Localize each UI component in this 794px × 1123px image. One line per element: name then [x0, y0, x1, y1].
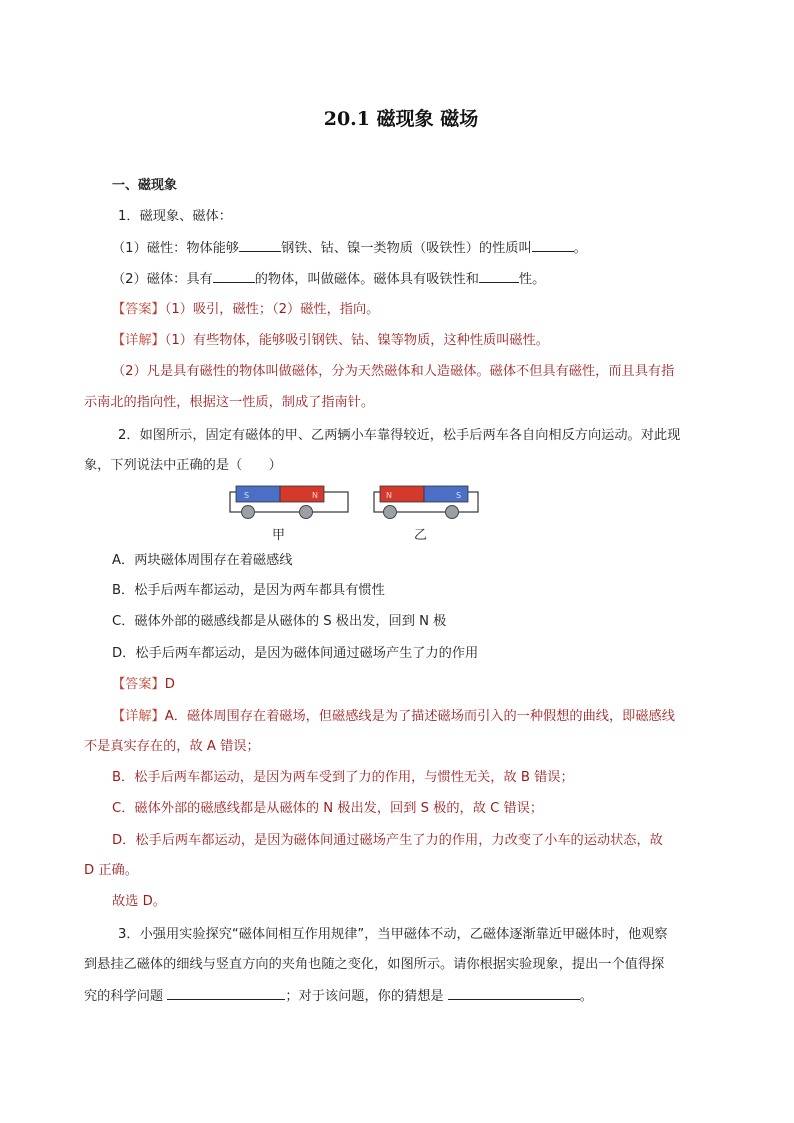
page-title: 20.1 磁现象 磁场	[323, 108, 479, 130]
wheel	[242, 506, 255, 519]
q2-option-d: D．松手后两车都运动，是因为磁体间通过磁场产生了力的作用	[112, 646, 479, 661]
wheel	[446, 506, 459, 519]
detail-text: A．磁体周围存在着磁场，但磁感线是为了描述磁场而引入的一种假想的曲线，即磁感线	[164, 709, 675, 724]
q1-part2-text-b: 的物体，叫做磁体。磁体具有吸铁性和	[254, 272, 479, 287]
svg-text:S: S	[456, 491, 462, 500]
q2-stem-1: 2．如图所示，固定有磁体的甲、乙两辆小车靠得较近，松手后两车各自向相反方向运动。对此现	[118, 428, 681, 443]
svg-text:S: S	[244, 491, 250, 500]
q2-option-b: B．松手后两车都运动，是因为两车都具有惯性	[112, 583, 385, 598]
q2-detail-d2: D 正确。	[84, 863, 138, 878]
q2-detail-b: B．松手后两车都运动，是因为两车受到了力的作用，与惯性无关，故 B 错误；	[112, 770, 574, 785]
q2-detail-a2: 不是真实存在的，故 A 错误；	[84, 739, 260, 754]
q2-stem-2: 象，下列说法中正确的是（ ）	[84, 458, 282, 473]
q1-part1-text-c: 。	[573, 241, 587, 256]
q1-part1-text-b: 钢铁、钴、镍一类物质（吸铁性）的性质叫	[281, 241, 532, 256]
q1-part2-text-a: （2）磁体：具有	[112, 272, 213, 287]
figure-label-right: 乙	[414, 528, 428, 543]
q2-option-a: A．两块磁体周围存在着磁感线	[112, 553, 293, 568]
detail-tag: 【详解】	[112, 709, 165, 724]
answer-text: （1）吸引，磁性；（2）磁性，指向。	[164, 302, 380, 317]
q1-detail-3: 示南北的指向性，根据这一性质，制成了指南针。	[84, 395, 375, 410]
svg-text:N: N	[312, 491, 318, 500]
fill-blank	[448, 987, 580, 1000]
q3-text-b: ；对于该问题，你的猜想是	[285, 989, 448, 1004]
answer-tag: 【答案】	[112, 302, 165, 317]
magnet-left-south	[236, 486, 280, 502]
answer-text: D	[164, 677, 175, 692]
section-heading: 一、磁现象	[112, 178, 178, 193]
q1-detail-2: （2）凡是具有磁性的物体叫做磁体，分为天然磁体和人造磁体。磁体不但具有磁性，而且具有指	[112, 364, 675, 379]
figure-label-left: 甲	[272, 528, 286, 543]
q1-detail-1	[112, 332, 549, 350]
fill-blank	[213, 270, 255, 283]
q1-part2-text-c: 性。	[518, 272, 546, 287]
q2-detail-final: 故选 D。	[112, 894, 166, 909]
q1-answer	[112, 301, 379, 319]
svg-text:N: N	[386, 491, 392, 500]
q3-stem-2: 到悬挂乙磁体的细线与竖直方向的夹角也随之变化，如图所示。请你根据实验现象，提出一个值得探	[84, 957, 665, 972]
magnet-carts-diagram	[228, 480, 480, 520]
answer-tag: 【答案】	[112, 677, 165, 692]
magnet-carts-figure	[228, 480, 480, 546]
detail-tag: 【详解】	[112, 333, 165, 348]
q2-detail-d1: D．松手后两车都运动，是因为磁体间通过磁场产生了力的作用，力改变了小车的运动状态，故	[112, 833, 663, 848]
fill-blank	[479, 270, 519, 283]
q1-intro: 1．磁现象、磁体：	[118, 209, 232, 224]
q1-part1-text-a: （1）磁性：物体能够	[112, 241, 240, 256]
q3-text-a: 究的科学问题	[84, 989, 168, 1004]
fill-blank	[167, 987, 285, 1000]
detail-text: （1）有些物体，能够吸引钢铁、钴、镍等物质，这种性质叫磁性。	[164, 333, 549, 348]
q1-part1	[112, 239, 587, 258]
wheel	[384, 506, 397, 519]
wheel	[300, 506, 313, 519]
fill-blank	[239, 239, 281, 252]
q2-option-c: C．磁体外部的磁感线都是从磁体的 S 极出发，回到 N 极	[112, 614, 447, 629]
q3-text-c: 。	[579, 989, 593, 1004]
q3-stem-1: 3．小强用实验探究“磁体间相互作用规律”，当甲磁体不动，乙磁体逐渐靠近甲磁体时，他观察	[118, 927, 668, 942]
q2-answer	[112, 676, 175, 694]
magnet-right-south	[424, 486, 468, 502]
fill-blank	[532, 239, 574, 252]
q1-part2	[112, 270, 545, 289]
q3-stem-3	[84, 987, 593, 1006]
q2-detail-a1	[112, 708, 675, 726]
q2-detail-c: C．磁体外部的磁感线都是从磁体的 N 极出发，回到 S 极的，故 C 错误；	[112, 801, 544, 816]
